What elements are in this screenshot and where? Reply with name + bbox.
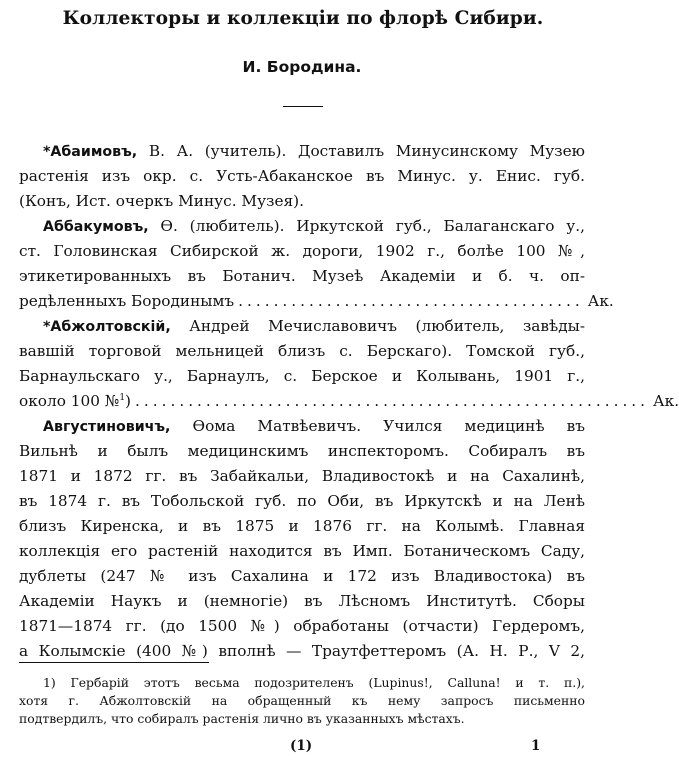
entry-line: Вильнѣ и былъ медицинскимъ инспекторомъ. Собиралъ въ	[19, 442, 585, 460]
dot-leader: .......................................	[238, 292, 584, 310]
entry-name: Аббакумовъ,	[43, 219, 149, 235]
entry-line: Академіи Наукъ и (немногіе) въ Лѣсномъ Институтѣ. Сборы	[19, 592, 585, 610]
entry-line: 1871—1874 гг. (до 1500 №) обработаны (отчасти) Гердеромъ,	[19, 617, 585, 635]
entry-line: коллекція его растеній находится въ Имп. Ботаническомъ Саду,	[19, 542, 585, 560]
footnote-divider	[19, 662, 209, 663]
entry-line: Барнаульскаго у., Барнаулъ, с. Берское и Колывань, 1901 г.,	[19, 367, 585, 385]
entry-line: около 100 №$^1$) .......................................................... Ак.	[19, 388, 585, 414]
page-number: 1	[531, 738, 541, 754]
entry-name: *Абаимовъ,	[43, 144, 138, 160]
entry-line: растенія изъ окр. с. Усть-Абаканское въ Минус. у. Енис. губ.	[19, 167, 585, 185]
page-title: Коллекторы и коллекціи по флорѣ Сибири.	[62, 8, 544, 29]
entry-tail: Ак.	[587, 292, 614, 310]
footnote-line: 1) Гербарій этотъ весьма подозрителенъ (Lupinus!, Calluna! и т. п.),	[43, 675, 585, 690]
footnote-line: хотя г. Абжолтовскій на обращенный къ нему запросъ письменно	[19, 693, 585, 708]
footnote-ref: 1	[119, 392, 126, 403]
entry-line: Августиновичъ, Ѳома Матвѣевичъ. Учился медицинѣ въ	[43, 417, 585, 435]
entry-line: *Абаимовъ, В. А. (учитель). Доставилъ Минусинскому Музею	[43, 142, 585, 160]
entry-line: *Абжолтовскій, Андрей Мечиславовичъ (любитель, завѣды-	[43, 317, 585, 335]
entry-line: Аббакумовъ, Ѳ. (любитель). Иркутской губ., Балаганскаго у.,	[43, 217, 585, 235]
entry-name: Августиновичъ,	[43, 419, 171, 435]
entry-line: вавшій торговой мельницей близъ с. Берскаго). Томской губ.,	[19, 342, 585, 360]
footnote-line: подтвердилъ, что собиралъ растенія лично въ указанныхъ мѣстахъ.	[19, 711, 465, 726]
signature-mark: (1)	[290, 738, 313, 754]
dot-leader: ..........................................................	[135, 392, 650, 410]
entry-name: *Абжолтовскій,	[43, 319, 171, 335]
entry-line: близъ Киренска, и въ 1875 и 1876 гг. на Колымѣ. Главная	[19, 517, 585, 535]
entry-line: ст. Головинская Сибирской ж. дороги, 1902 г., болѣе 100 №,	[19, 242, 585, 260]
entry-line: редѣленныхъ Бородинымъ ....................................... Ак.	[19, 288, 585, 314]
entry-line: этикетированныхъ въ Ботанич. Музеѣ Академіи и б. ч. оп-	[19, 267, 585, 285]
entry-line: (Конъ, Ист. очеркъ Минус. Музея).	[19, 192, 304, 210]
title-divider	[283, 106, 323, 107]
entry-tail: Ак.	[653, 392, 679, 410]
entry-line: а Колымскіе (400 №) вполнѣ — Траутфеттеромъ (А. Н. Р., V 2,	[19, 642, 585, 660]
entry-line: въ 1874 г. въ Тобольской губ. по Оби, въ Иркутскѣ и на Ленѣ	[19, 492, 585, 510]
entry-line: 1871 и 1872 гг. въ Забайкальи, Владивостокѣ и на Сахалинѣ,	[19, 467, 585, 485]
author-name: И. Бородина.	[242, 58, 362, 76]
entry-line: дублеты (247 № изъ Сахалина и 172 изъ Владивостока) въ	[19, 567, 585, 585]
